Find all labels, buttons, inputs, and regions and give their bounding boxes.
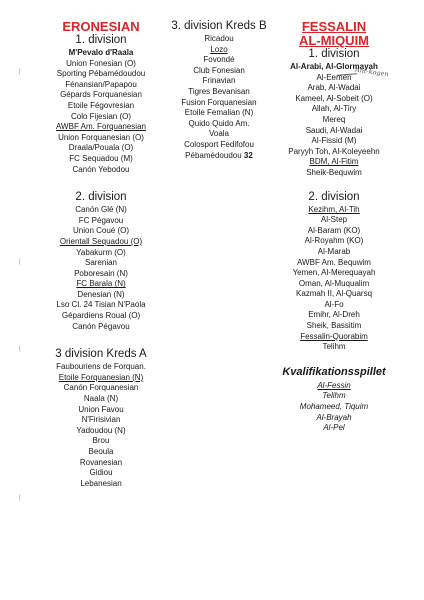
team-item: Yabakurm (O) xyxy=(76,247,126,257)
team-item: Gidiou xyxy=(89,468,113,478)
team-item: Mohameed, Tiquim xyxy=(299,402,369,412)
punch-mark xyxy=(19,68,23,75)
punch-mark xyxy=(19,494,23,501)
league-title: FESSALIN xyxy=(301,19,367,34)
team-item: Sarenian xyxy=(84,258,118,268)
team-item: Quido Quido Am. xyxy=(188,118,250,128)
team-item: Rovanesian xyxy=(79,457,123,467)
team-item: Colosport Fedifofou xyxy=(184,139,254,149)
team-item: Gépards Forquanesian xyxy=(60,90,142,100)
team-item: Kazmah II, Al-Quarsq xyxy=(295,289,373,299)
division-title: 3 division Kreds A xyxy=(55,348,147,361)
division-title: 3. division Kreds B xyxy=(171,20,267,32)
team-item: Al-Fissid (M) xyxy=(311,136,357,146)
team-item: Oman, Al-Muqualim xyxy=(298,278,370,288)
team-item: Canón Yebodou xyxy=(72,164,130,174)
team-item: Yemen, Al-Merequayah xyxy=(292,268,376,278)
team-item: Emihr, Al-Dreh xyxy=(308,310,360,320)
team-item: Sheik-Bequwim xyxy=(306,167,362,177)
team-item: Faubouriens de Forquan. xyxy=(56,362,146,372)
team-item: Fessalin-Quorabim xyxy=(300,331,368,341)
team-item: Union Fonesian (O) xyxy=(66,58,136,68)
team-item: Al-Royahm (KO) xyxy=(304,236,364,246)
team-item: Al-Baram (KO) xyxy=(307,225,361,235)
division-title: 1. division xyxy=(75,34,127,46)
team-item: Etoile Fégovresian xyxy=(67,100,135,110)
team-item: Union Coué (O) xyxy=(72,226,130,236)
team-item: Al-Step xyxy=(320,215,348,225)
team-item: Mereq xyxy=(322,114,346,124)
team-item: Union Favou xyxy=(78,404,124,414)
team-item: Telihm xyxy=(322,391,346,401)
team-item: Arab, Al-Wadai xyxy=(307,83,361,93)
team-item: Al-Fo xyxy=(324,299,344,309)
column-kreds-b xyxy=(160,20,278,161)
team-item: Lso Cl. 24 Tisian N'Paola xyxy=(56,300,146,310)
team-item: Canón Forquanesian xyxy=(63,383,139,393)
team-item: Ricadou xyxy=(204,34,234,43)
team-item: Voala xyxy=(208,129,230,139)
team-item: Al-Eemen xyxy=(316,72,352,82)
team-item: Etoile Femalian (N) xyxy=(184,108,254,118)
team-item: Draala/Pouala (O) xyxy=(68,143,134,153)
team-item: Union Forquanesian (O) xyxy=(58,132,144,142)
column-eronesian xyxy=(40,20,162,489)
division-title: 1. division xyxy=(308,48,360,60)
punch-mark xyxy=(19,345,23,352)
team-item: Brou xyxy=(92,436,110,446)
punch-mark xyxy=(19,258,23,265)
team-item: Fusion Forquanesian xyxy=(181,97,257,107)
team-item: Canón Pégavou xyxy=(72,321,130,331)
team-item: Sheik, Bassitim xyxy=(306,321,362,331)
team-item: Kameel, Al-Sobeit (O) xyxy=(295,93,373,103)
team-item: M'Pevalo d'Raala xyxy=(68,48,134,57)
team-item: Poboresain (N) xyxy=(74,268,128,278)
qualification-title: Kvalifikationsspillet xyxy=(282,365,386,378)
team-item: AWBF Am. Bequwim xyxy=(297,257,371,267)
team-item: Lozo xyxy=(210,44,228,54)
division-title: 2. division xyxy=(75,191,127,204)
team-item: BDM, Al-Fitim xyxy=(309,157,359,167)
league-subtitle: AL-MIQUIM xyxy=(298,33,370,48)
team-item: FC Pégavou xyxy=(78,215,124,225)
team-item: FC Sequadou (M) xyxy=(69,153,133,163)
team-number: 32 xyxy=(243,150,253,160)
team-item: N'Firisivian xyxy=(81,415,121,425)
team-item: Fovondé xyxy=(203,55,235,65)
team-item: Gépardiens Roual (O) xyxy=(61,311,141,321)
team-item: Al-Marab xyxy=(317,246,351,256)
team-item: Tigres Bevanisan xyxy=(188,86,250,96)
team-item: Kezihm, Al-Tih xyxy=(308,204,360,214)
team-item: AWBF Am. Forquanesian xyxy=(56,122,146,132)
team-item-last xyxy=(160,151,278,162)
team-item: Orientall Sequadou (O) xyxy=(59,236,143,246)
team-item: Frinavian xyxy=(202,76,236,86)
team-item: Al-Arabi, Al-Glormayah xyxy=(290,62,378,71)
team-item: Naala (N) xyxy=(83,394,119,404)
handwritten-note: Ant-kogen xyxy=(354,65,390,79)
team-item: Denesian (N) xyxy=(77,289,125,299)
team-item: Fénansian/Papapou xyxy=(65,79,137,89)
team-item: Etoile Forquanesian (N) xyxy=(58,372,144,382)
team-item: Canón Glé (N) xyxy=(75,205,127,215)
team-item: Yadoudou (N) xyxy=(76,425,126,435)
team-item: Paryyh Toh, Al-Koleyeehn xyxy=(288,146,380,156)
team-item: Telihm xyxy=(322,342,346,352)
column-fessalin xyxy=(272,20,396,434)
team-item: Al-Brayah xyxy=(316,412,352,422)
team-item: Allah, Al-Tiry xyxy=(311,104,357,114)
team-item: Al-Pel xyxy=(323,423,345,433)
team-item: Sporting Pébamédoudou xyxy=(56,69,146,79)
league-title: ERONESIAN xyxy=(62,19,140,34)
team-item: Club Fonesian xyxy=(193,65,245,75)
team-item: Colo Fijesian (O) xyxy=(70,111,131,121)
team-item: Al-Fessin xyxy=(317,380,351,390)
team-item: Lebanesian xyxy=(80,478,122,488)
team-item: FC Barala (N) xyxy=(76,279,126,289)
team-item: Beoula xyxy=(88,447,114,456)
team-item: Saudi, Al-Wadai xyxy=(305,125,363,135)
division-title: 2. division xyxy=(308,190,360,203)
team-name: Pébamédoudou xyxy=(185,150,242,160)
